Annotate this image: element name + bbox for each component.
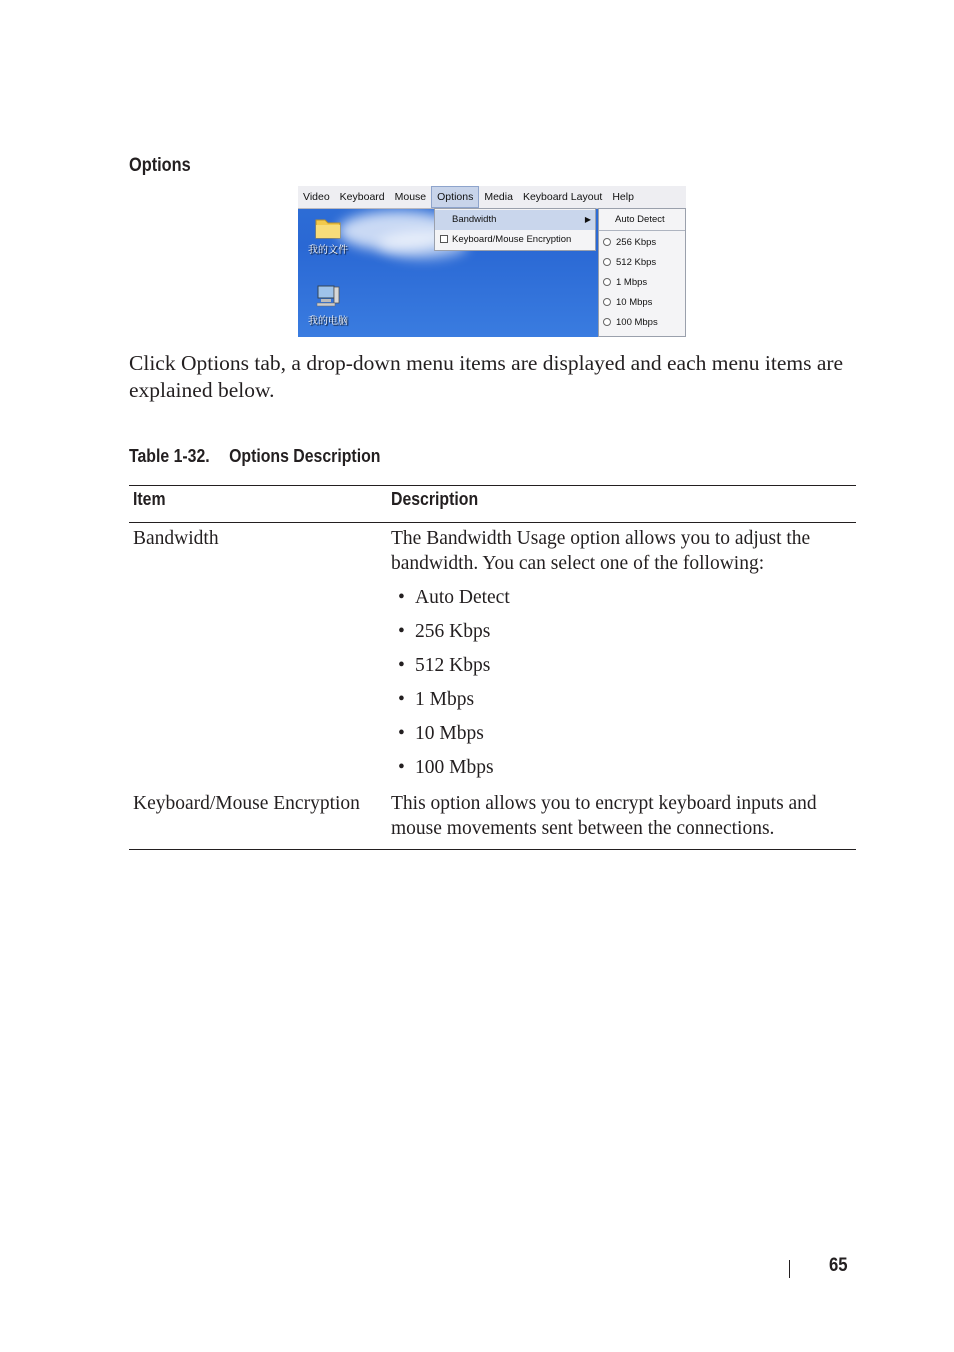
intro-paragraph: Click Options tab, a drop-down menu items are displayed and each menu items are explained below. (129, 351, 844, 402)
submenu-item-label: 10 Mbps (616, 297, 653, 308)
radio-icon[interactable] (603, 278, 611, 286)
submenu-item-100mbps[interactable] (599, 313, 685, 333)
desktop-label-my-computer: 我的电脑 (308, 316, 348, 327)
radio-icon[interactable] (603, 238, 611, 246)
list-item-text: 256 Kbps (415, 621, 491, 642)
submenu-item-label: 256 Kbps (616, 237, 657, 248)
submenu-item-256kbps[interactable] (599, 233, 685, 253)
submenu-item-10mbps[interactable] (599, 293, 685, 313)
menu-item-label: Bandwidth (452, 214, 497, 225)
table-number: Table 1-32. (129, 446, 210, 466)
menu-help[interactable]: Help (612, 191, 634, 203)
desktop-label-my-documents: 我的文件 (308, 245, 348, 256)
menu-keyboard[interactable]: Keyboard (339, 191, 385, 203)
menubar (298, 186, 686, 209)
radio-icon[interactable] (603, 298, 611, 306)
options-dropdown (434, 208, 596, 251)
list-item-text: Auto Detect (415, 587, 510, 608)
table-cell-description: The Bandwidth Usage option allows you to adjust the bandwidth. You can select one of the following: (391, 528, 811, 574)
submenu-item-label: Auto Detect (615, 214, 665, 225)
list-item: • 256 Kbps (398, 621, 491, 642)
list-item: • 100 Mbps (398, 757, 494, 778)
submenu-arrow-icon: ▶ (584, 215, 591, 224)
table-cell-description: This option allows you to encrypt keyboard inputs and mouse movements sent between the connections. (391, 793, 817, 839)
footer-divider (789, 1260, 790, 1278)
list-item: • Auto Detect (398, 587, 510, 608)
column-header-item: Item (133, 489, 166, 509)
radio-icon[interactable] (603, 258, 611, 266)
menu-item-bandwidth[interactable] (435, 210, 595, 230)
submenu-item-label: 1 Mbps (616, 277, 648, 288)
list-item-text: 10 Mbps (415, 723, 484, 744)
list-item: • 512 Kbps (398, 655, 491, 676)
page-number: 65 (829, 1255, 848, 1276)
section-heading: Options (129, 155, 191, 176)
checkbox-icon[interactable] (440, 235, 448, 243)
table-caption (129, 446, 380, 467)
menu-mouse[interactable]: Mouse (394, 191, 427, 203)
bandwidth-submenu (598, 208, 686, 337)
table-header-rule (129, 522, 856, 523)
submenu-item-label: 100 Mbps (616, 317, 658, 328)
menu-media[interactable]: Media (484, 191, 513, 203)
table-cell-item: Bandwidth (133, 528, 219, 549)
submenu-item-auto-detect[interactable] (599, 210, 685, 231)
submenu-item-512kbps[interactable] (599, 253, 685, 273)
menu-item-keyboard-mouse-encryption[interactable] (435, 230, 595, 250)
menu-item-label: Keyboard/Mouse Encryption (452, 234, 572, 245)
list-item: • 1 Mbps (398, 689, 475, 710)
submenu-item-label: 512 Kbps (616, 257, 657, 268)
submenu-item-1mbps[interactable] (599, 273, 685, 293)
folder-icon[interactable] (314, 214, 342, 240)
computer-icon[interactable] (314, 283, 342, 309)
options-menu-screenshot (298, 186, 686, 337)
list-item: • 10 Mbps (398, 723, 484, 744)
list-item-text: 100 Mbps (415, 757, 494, 778)
column-header-description: Description (391, 489, 479, 509)
menu-keyboard-layout[interactable]: Keyboard Layout (522, 191, 603, 203)
menu-video[interactable]: Video (303, 191, 330, 203)
table-title: Options Description (229, 446, 381, 466)
table-top-rule (129, 485, 856, 486)
radio-icon[interactable] (603, 318, 611, 326)
table-cell-item: Keyboard/Mouse Encryption (133, 793, 360, 814)
table-bottom-rule (129, 849, 856, 850)
list-item-text: 1 Mbps (415, 689, 475, 710)
list-item-text: 512 Kbps (415, 655, 491, 676)
menu-options[interactable]: Options (431, 186, 479, 208)
